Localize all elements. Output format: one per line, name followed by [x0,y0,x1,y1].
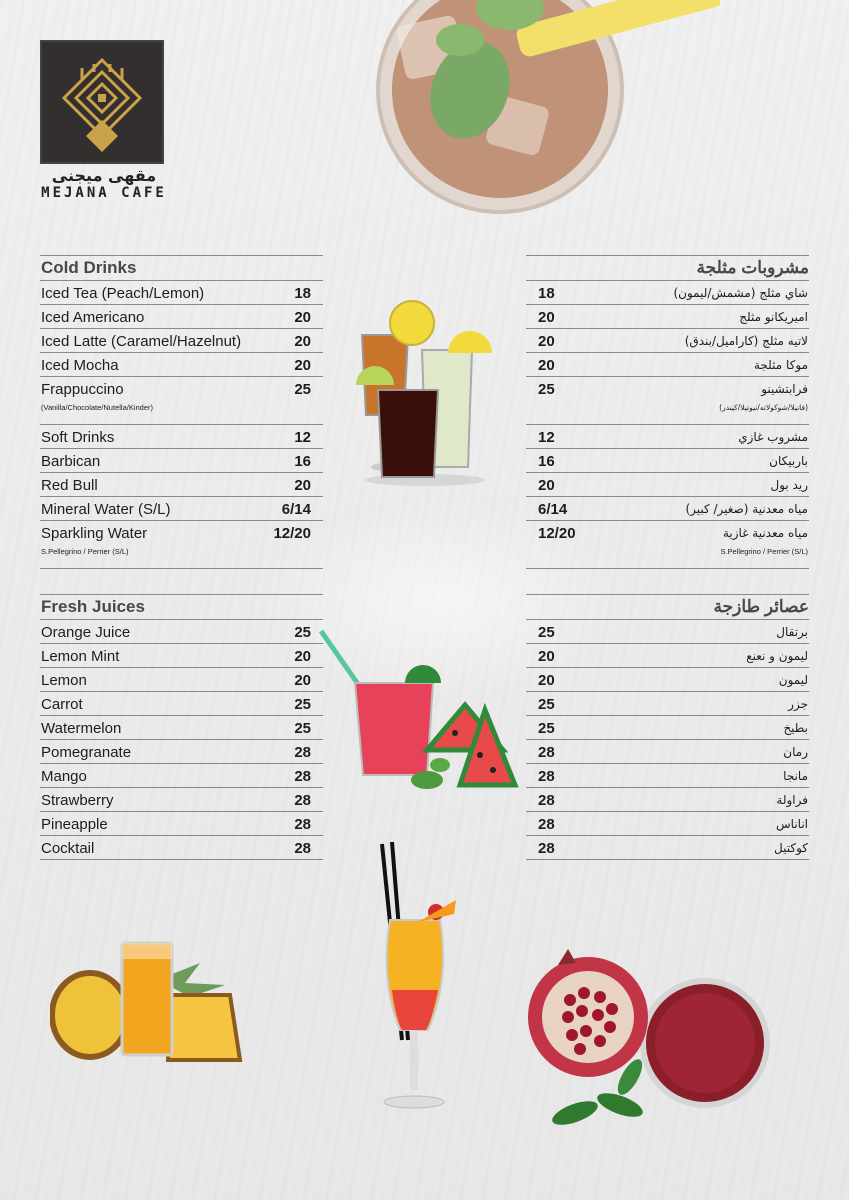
item-price: 28 [294,744,311,761]
item-name: Pomegranate [41,744,132,761]
menu-item [526,281,809,305]
watermelon-juice-image [315,625,525,800]
item-price: 20 [538,648,555,665]
item-price: 20 [294,477,311,494]
item-name: ليمون و نعنع [746,649,808,663]
cold-drinks-title: Cold Drinks [40,255,323,281]
item-price: 20 [538,477,555,494]
menu-item [40,668,323,692]
logo-diamond-icon [52,52,152,152]
menu-item [40,473,323,497]
item-name: اميريكانو مثلج [739,310,808,324]
menu-item [526,497,809,521]
item-name: Orange Juice [41,624,131,641]
menu-item [526,836,809,860]
item-price: 16 [538,453,555,470]
item-price: 28 [294,816,311,833]
item-name: Lemon [41,672,87,689]
cold-drinks-glasses-image [350,295,500,490]
item-name: مشروب غازي [738,430,808,444]
item-name: Cocktail [41,840,95,857]
menu-item [526,692,809,716]
menu-item [40,353,323,377]
item-price: 25 [294,720,311,737]
item-options: S.Pellegrino / Perrier (S/L) [720,547,808,556]
item-name: Iced Americano [41,309,145,326]
item-price: 12 [294,429,311,446]
item-name: Pineapple [41,816,108,833]
menu-item [40,764,323,788]
menu-item [40,521,323,569]
item-price: 25 [538,624,555,641]
item-options: (فانيلا/شوكولاته/نيوتيلا/كيندر) [719,403,808,412]
iced-tea-glass-image [340,0,720,220]
item-name: برتقال [776,625,808,639]
item-name: Iced Mocha [41,357,119,374]
menu-item [526,812,809,836]
menu-item [40,644,323,668]
menu-item [40,281,323,305]
item-price: 20 [538,357,555,374]
menu-item [40,449,323,473]
cold-drinks-title-ar: مشروبات مثلجة [526,255,809,281]
pomegranate-juice-image [520,945,785,1130]
item-price: 28 [294,792,311,809]
menu-item [40,836,323,860]
menu-item [526,644,809,668]
pineapple-juice-image [50,935,260,1065]
menu-item [40,497,323,521]
item-name: مياه معدنية (صغير/ كبير) [685,502,808,516]
item-name: Strawberry [41,792,114,809]
item-price: 25 [538,381,555,398]
item-price: 12/20 [273,525,311,542]
item-options: S.Pellegrino / Perrier (S/L) [41,547,129,556]
item-name: Mango [41,768,87,785]
item-name: Red Bull [41,477,98,494]
item-name: Lemon Mint [41,648,120,665]
item-price: 25 [294,624,311,641]
menu-item [526,449,809,473]
item-name: لاتيه مثلج (كاراميل/بندق) [684,334,808,348]
item-name: Iced Latte (Caramel/Hazelnut) [41,333,242,350]
item-price: 6/14 [281,501,311,518]
item-name: Soft Drinks [41,429,115,446]
item-price: 28 [538,816,555,833]
cold-drinks-section-en [40,255,323,569]
item-name: اناناس [776,817,808,831]
item-price: 25 [538,720,555,737]
item-name: مانجا [783,769,808,783]
logo-english-name: MEJANA CAFE [41,185,167,201]
item-name: Mineral Water (S/L) [41,501,171,518]
menu-item [526,353,809,377]
fresh-juices-title: Fresh Juices [40,594,323,620]
item-name: بطيخ [783,721,808,735]
item-price: 20 [294,648,311,665]
menu-item [526,788,809,812]
menu-item [40,812,323,836]
fresh-juices-section-ar [526,594,809,860]
item-name: Sparkling Water [41,525,148,542]
item-price: 28 [294,768,311,785]
item-price: 20 [538,333,555,350]
item-price: 20 [538,309,555,326]
logo-emblem [40,40,164,164]
menu-item [40,377,323,425]
item-name: Frappuccino [41,381,124,398]
item-name: Carrot [41,696,83,713]
menu-item [40,692,323,716]
item-options: (Vanilla/Chocolate/Nutella/Kinder) [41,403,154,412]
item-price: 12/20 [538,525,576,542]
cold-drinks-section-ar [526,255,809,569]
item-name: Watermelon [41,720,122,737]
item-price: 20 [294,357,311,374]
menu-item [40,788,323,812]
item-price: 28 [538,792,555,809]
menu-item [526,668,809,692]
item-price: 18 [294,285,311,302]
item-name: فراولة [776,793,808,807]
item-price: 25 [538,696,555,713]
item-name: شاي مثلج (مشمش/ليمون) [673,286,808,300]
cafe-logo [40,40,168,201]
menu-item [526,764,809,788]
item-price: 28 [538,768,555,785]
menu-item [526,377,809,425]
item-price: 25 [294,696,311,713]
item-price: 28 [538,840,555,857]
item-name: باربيكان [769,454,808,468]
item-name: ريد بول [770,478,808,492]
logo-arabic-name: مقهى ميجنى [51,166,157,185]
fresh-juices-section-en [40,594,323,860]
item-price: 20 [294,333,311,350]
menu-item [526,521,809,569]
fresh-juices-title-ar: عصائر طازجة [526,594,809,620]
item-name: موكا مثلجة [753,358,808,372]
item-price: 6/14 [538,501,568,518]
item-price: 20 [294,309,311,326]
item-name: كوكتيل [774,841,808,855]
menu-item [40,425,323,449]
menu-item [40,740,323,764]
item-price: 28 [538,744,555,761]
menu-item [40,620,323,644]
item-name: رمان [783,745,808,759]
item-name: Iced Tea (Peach/Lemon) [41,285,205,302]
cocktail-glass-image [370,840,470,1115]
menu-item [526,620,809,644]
item-price: 12 [538,429,555,446]
menu-item [526,716,809,740]
menu-item [40,329,323,353]
item-name: مياه معدنية غازية [722,526,808,540]
menu-item [526,329,809,353]
item-name: Barbican [41,453,101,470]
menu-item [40,305,323,329]
item-price: 25 [294,381,311,398]
item-price: 18 [538,285,555,302]
menu-item [526,425,809,449]
item-price: 20 [294,672,311,689]
item-price: 16 [294,453,311,470]
item-price: 20 [538,672,555,689]
menu-item [526,305,809,329]
menu-item [526,473,809,497]
item-price: 28 [294,840,311,857]
item-name: ليمون [778,673,808,687]
item-name: فرابتشينو [761,382,808,396]
menu-item [40,716,323,740]
menu-item [526,740,809,764]
item-name: جزر [788,697,808,711]
